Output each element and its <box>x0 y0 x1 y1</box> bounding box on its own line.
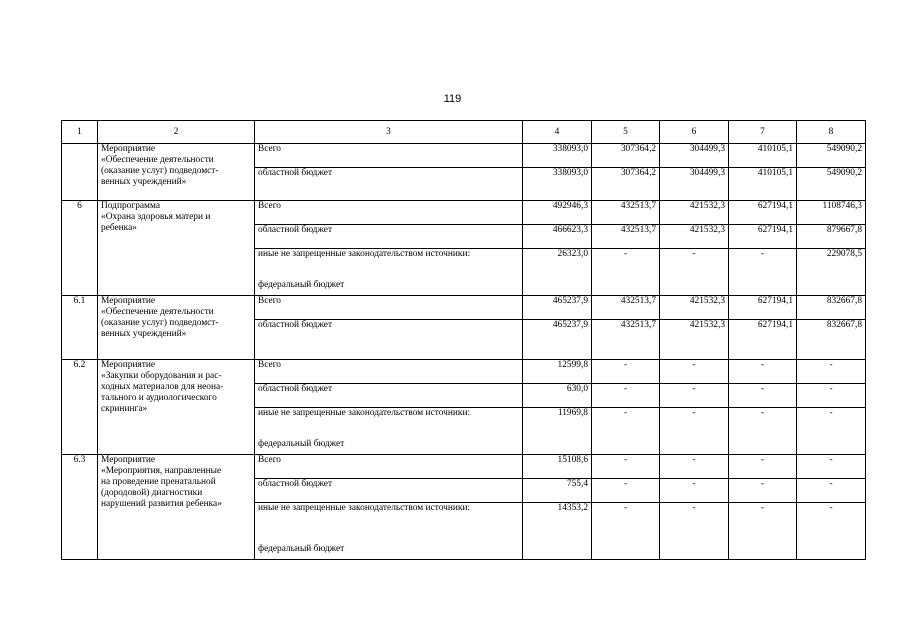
value-cell: 410105,1 <box>729 168 797 201</box>
value-cell: - <box>660 360 729 384</box>
description-line: (оказание услуг) подведомст- <box>101 318 219 328</box>
activity-description <box>98 455 255 560</box>
value-cell: 466623,3 <box>523 225 592 249</box>
page-number: 119 <box>443 93 462 105</box>
value-cell: 627194,1 <box>729 320 797 360</box>
description-line: тального и аудиологического <box>101 393 217 403</box>
description-line: «Обеспечение деятельности <box>101 307 214 317</box>
description-line: венных учреждений» <box>101 177 187 187</box>
description-line: Мероприятие <box>101 296 156 306</box>
description-line: нарушений развития ребенка» <box>101 499 222 509</box>
value-cell: - <box>660 384 729 408</box>
value-cell: - <box>729 384 797 408</box>
value-cell: 338093,0 <box>523 144 592 168</box>
value-cell: 549090,2 <box>797 144 866 168</box>
value-cell: - <box>592 479 660 503</box>
value-cell: 15108,6 <box>523 455 592 479</box>
value-cell: 26323,0 <box>523 249 592 296</box>
funding-source: областной бюджет <box>255 320 523 360</box>
column-header: 2 <box>98 121 255 144</box>
value-cell: 14353,2 <box>523 503 592 560</box>
value-cell: - <box>729 503 797 560</box>
value-cell: 12599,8 <box>523 360 592 384</box>
row-number: 6.2 <box>62 360 98 455</box>
row-number: 6.1 <box>62 296 98 360</box>
value-cell: - <box>592 455 660 479</box>
activity-description <box>98 296 255 360</box>
column-header: 1 <box>62 121 98 144</box>
value-cell: 338093,0 <box>523 168 592 201</box>
column-header: 4 <box>523 121 592 144</box>
table-header-row <box>62 121 866 144</box>
column-header: 8 <box>797 121 866 144</box>
table-row <box>62 296 866 320</box>
funding-source-sublabel: федеральный бюджет <box>258 439 345 449</box>
value-cell: 304499,3 <box>660 144 729 168</box>
value-cell: - <box>592 408 660 455</box>
row-number: 6.3 <box>62 455 98 560</box>
value-cell: 627194,1 <box>729 225 797 249</box>
description-line: «Охрана здоровья матери и <box>101 212 211 222</box>
column-header: 3 <box>255 121 523 144</box>
funding-source <box>255 249 523 296</box>
description-line: Мероприятие <box>101 144 156 154</box>
value-cell: 832667,8 <box>797 296 866 320</box>
table-row <box>62 360 866 384</box>
description-line: ребенка» <box>101 223 137 233</box>
funding-source <box>255 503 523 560</box>
value-cell: 627194,1 <box>729 296 797 320</box>
value-cell: - <box>797 408 866 455</box>
value-cell: 307364,2 <box>592 168 660 201</box>
value-cell: - <box>797 479 866 503</box>
funding-source: Всего <box>255 144 523 168</box>
table-row <box>62 455 866 479</box>
funding-source: Всего <box>255 296 523 320</box>
value-cell: - <box>797 503 866 560</box>
value-cell: - <box>660 455 729 479</box>
value-cell: - <box>797 455 866 479</box>
value-cell: 307364,2 <box>592 144 660 168</box>
description-line: «Закупки оборудования и рас- <box>101 371 222 381</box>
budget-table <box>61 120 866 560</box>
value-cell: - <box>729 455 797 479</box>
funding-source-label: иные не запрещенные законодательством источники: <box>258 503 471 513</box>
value-cell: 465237,9 <box>523 296 592 320</box>
description-line: венных учреждений» <box>101 329 187 339</box>
funding-source-sublabel: федеральный бюджет <box>258 280 345 290</box>
value-cell: - <box>592 360 660 384</box>
funding-source: Всего <box>255 360 523 384</box>
value-cell: - <box>592 503 660 560</box>
value-cell: 11969,8 <box>523 408 592 455</box>
table-row <box>62 144 866 168</box>
value-cell: 549090,2 <box>797 168 866 201</box>
activity-description <box>98 144 255 201</box>
value-cell: 492946,3 <box>523 201 592 225</box>
value-cell: - <box>660 408 729 455</box>
value-cell: 421532,3 <box>660 225 729 249</box>
description-line: «Обеспечение деятельности <box>101 155 214 165</box>
value-cell: 421532,3 <box>660 296 729 320</box>
funding-source <box>255 408 523 455</box>
value-cell: - <box>797 360 866 384</box>
description-line: скрининга» <box>101 404 148 414</box>
description-line: «Мероприятия, направленные <box>101 466 222 476</box>
value-cell: - <box>729 249 797 296</box>
value-cell: 421532,3 <box>660 320 729 360</box>
value-cell: 432513,7 <box>592 201 660 225</box>
description-line: ходных материалов для неона- <box>101 382 224 392</box>
value-cell: 755,4 <box>523 479 592 503</box>
funding-source: областной бюджет <box>255 225 523 249</box>
description-line: Подпрограмма <box>101 201 161 211</box>
funding-source-label: иные не запрещенные законодательством источники: <box>258 249 471 259</box>
description-line: (оказание услуг) подведомст- <box>101 166 219 176</box>
value-cell: 465237,9 <box>523 320 592 360</box>
funding-source-sublabel: федеральный бюджет <box>258 544 345 554</box>
value-cell: 627194,1 <box>729 201 797 225</box>
value-cell: 229078,5 <box>797 249 866 296</box>
value-cell: - <box>729 360 797 384</box>
row-number <box>62 144 98 201</box>
funding-source: областной бюджет <box>255 384 523 408</box>
value-cell: - <box>592 249 660 296</box>
funding-source: Всего <box>255 201 523 225</box>
column-header: 7 <box>729 121 797 144</box>
activity-description <box>98 201 255 296</box>
column-header: 6 <box>660 121 729 144</box>
row-number: 6 <box>62 201 98 296</box>
value-cell: 832667,8 <box>797 320 866 360</box>
value-cell: - <box>729 408 797 455</box>
value-cell: - <box>660 479 729 503</box>
value-cell: - <box>729 479 797 503</box>
funding-source-label: иные не запрещенные законодательством источники: <box>258 408 471 418</box>
value-cell: 879667,8 <box>797 225 866 249</box>
value-cell: - <box>660 249 729 296</box>
funding-source: областной бюджет <box>255 168 523 201</box>
value-cell: - <box>797 384 866 408</box>
value-cell: 304499,3 <box>660 168 729 201</box>
activity-description <box>98 360 255 455</box>
description-line: на проведение пренатальной <box>101 477 216 487</box>
description-line: Мероприятие <box>101 455 156 465</box>
column-header: 5 <box>592 121 660 144</box>
value-cell: 432513,7 <box>592 225 660 249</box>
value-cell: 432513,7 <box>592 296 660 320</box>
value-cell: 630,0 <box>523 384 592 408</box>
table-row <box>62 201 866 225</box>
funding-source: Всего <box>255 455 523 479</box>
value-cell: 432513,7 <box>592 320 660 360</box>
funding-source: областной бюджет <box>255 479 523 503</box>
description-line: Мероприятие <box>101 360 156 370</box>
value-cell: 1108746,3 <box>797 201 866 225</box>
value-cell: - <box>660 503 729 560</box>
value-cell: 421532,3 <box>660 201 729 225</box>
description-line: (дородовой) диагностики <box>101 488 203 498</box>
value-cell: - <box>592 384 660 408</box>
value-cell: 410105,1 <box>729 144 797 168</box>
